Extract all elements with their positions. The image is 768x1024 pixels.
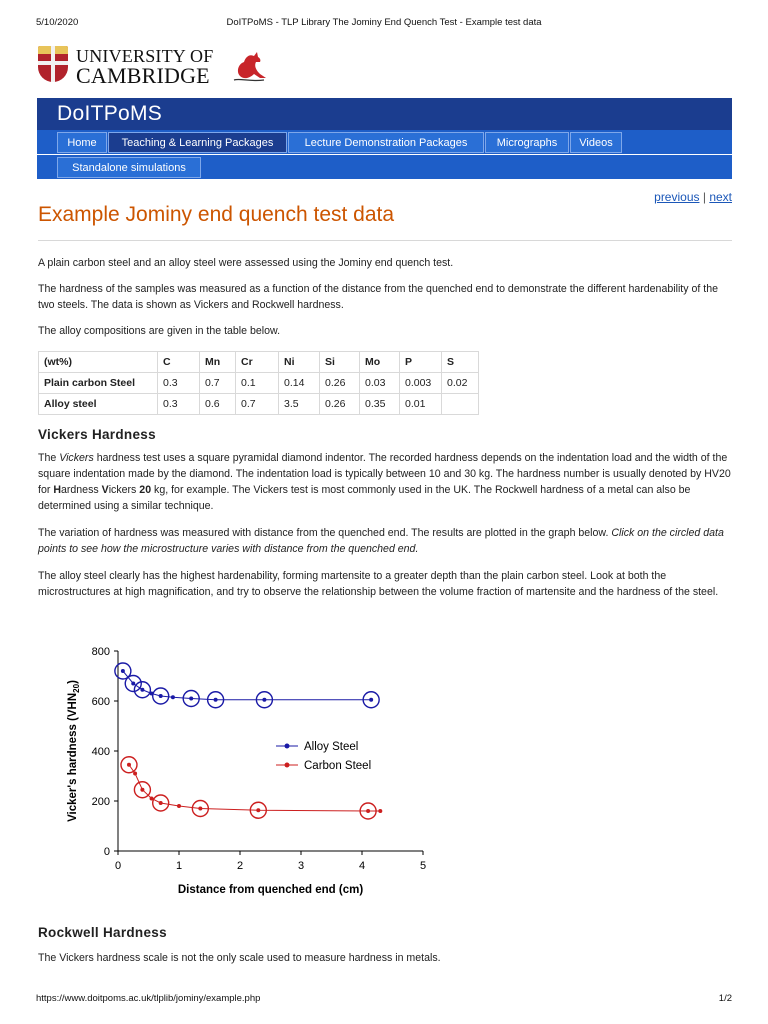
table-row — [39, 394, 479, 415]
hardness-chart — [60, 640, 460, 910]
nav-home[interactable]: Home — [57, 132, 107, 153]
legend-marker — [285, 763, 290, 768]
data-point — [131, 682, 135, 686]
x-axis-label: Distance from quenched end (cm) — [177, 884, 364, 896]
table-header-cell: Mo — [360, 352, 400, 373]
secondary-nav — [37, 155, 732, 179]
table-header-cell: Cr — [236, 352, 279, 373]
y-tick-label: 600 — [91, 696, 110, 708]
site-name[interactable]: DoITPoMS — [57, 102, 163, 125]
crest-icon — [38, 46, 68, 82]
vickers-paragraph-1: The Vickers hardness test uses a square pyramidal diamond indentor. The recorded hardness depends on the indentation load and the width of the square indentation made by the diamond. The indentation load is typically between 10 and 30 kg. The hardness number is usually denoted by HV20 for Hardness Vickers 20 kg, for example. The Vickers test is most commonly used in the UK. The Rockwell hardness of a metal can also be determined using a similar technique. — [38, 452, 731, 512]
main-nav — [37, 130, 732, 154]
table-cell: 0.02 — [442, 373, 479, 394]
table-header-row — [39, 352, 479, 373]
y-tick-label: 400 — [91, 746, 110, 758]
print-page-number: 1/2 — [718, 993, 732, 1004]
data-point — [159, 801, 163, 805]
data-point — [159, 694, 163, 698]
data-point — [369, 698, 373, 702]
print-url: https://www.doitpoms.ac.uk/tlplib/jominy/example.php — [36, 993, 261, 1004]
print-page-title: DoITPoMS - TLP Library The Jominy End Quench Test - Example test data — [226, 17, 542, 28]
table-cell: 0.7 — [236, 394, 279, 415]
y-tick-label: 800 — [91, 646, 110, 658]
y-tick-label: 0 — [103, 846, 110, 858]
table-cell: 0.3 — [158, 394, 200, 415]
pager — [654, 190, 732, 204]
vickers-heading: Vickers Hardness — [38, 427, 156, 442]
x-tick-label: 5 — [419, 860, 427, 872]
table-row — [39, 373, 479, 394]
y-axis-label: Vicker's hardness $(VHN_{20})$ — [67, 680, 81, 822]
data-point — [198, 807, 202, 811]
data-point — [177, 804, 181, 808]
previous-link[interactable]: previous — [654, 190, 700, 204]
nav-standalone-simulations[interactable]: Standalone simulations — [57, 157, 201, 178]
data-point — [171, 695, 175, 699]
table-header-cell: S — [442, 352, 479, 373]
rockwell-paragraph-1: The Vickers hardness scale is not the only scale used to measure hardness in metals. — [38, 952, 441, 964]
legend-label: Alloy Steel — [304, 741, 359, 753]
nav-micrographs[interactable]: Micrographs — [485, 132, 569, 153]
legend-marker — [285, 744, 290, 749]
site-header — [37, 98, 732, 130]
x-tick-label: 0 — [114, 860, 122, 872]
table-cell: Plain carbon Steel — [39, 373, 158, 394]
table-header-cell: (wt%) — [39, 352, 158, 373]
x-tick-label: 2 — [236, 860, 244, 872]
title-divider — [38, 240, 732, 241]
x-tick-label: 3 — [297, 860, 305, 872]
pager-separator: | — [702, 190, 706, 204]
intro-paragraph-1: A plain carbon steel and an alloy steel were assessed using the Jominy end quench test. — [38, 257, 454, 269]
university-name-line1: UNIVERSITY OF — [76, 46, 214, 66]
table-cell: 0.01 — [400, 394, 442, 415]
data-point — [127, 763, 131, 767]
table-cell: 0.6 — [200, 394, 236, 415]
data-point — [133, 772, 137, 776]
table-header-cell: P — [400, 352, 442, 373]
legend-label: Carbon Steel — [304, 760, 372, 772]
kangaroo-icon — [230, 48, 270, 84]
table-header-cell: C — [158, 352, 200, 373]
vickers-paragraph-2: The variation of hardness was measured with distance from the quenched end. The results are plotted in the graph below. Click on the circled data points to see how the microstructure varies with distance from the quenched end. — [38, 527, 724, 555]
rockwell-heading: Rockwell Hardness — [38, 925, 167, 940]
table-header-cell: Ni — [279, 352, 320, 373]
print-date: 5/10/2020 — [36, 17, 79, 28]
nav-videos[interactable]: Videos — [570, 132, 622, 153]
table-header-cell: Mn — [200, 352, 236, 373]
data-point — [121, 669, 125, 673]
table-cell: 0.003 — [400, 373, 442, 394]
vickers-paragraph-3: The alloy steel clearly has the highest hardenability, forming martensite to a greater depth than the plain carbon steel. Look at both the microstructures at high magnification, and try to observe the relationship between the volume fraction of martensite and the hardness of the steel. — [38, 570, 719, 598]
table-cell: 0.35 — [360, 394, 400, 415]
data-point — [140, 688, 144, 692]
table-cell: 0.3 — [158, 373, 200, 394]
table-cell: 0.1 — [236, 373, 279, 394]
x-tick-label: 1 — [175, 860, 183, 872]
y-tick-label: 200 — [91, 796, 110, 808]
intro-paragraph-2: The hardness of the samples was measured as a function of the distance from the quenched end to demonstrate the different hardenability of the two steels. The data is shown as Vickers and Rockwell hardness. — [38, 283, 718, 311]
table-cell: 3.5 — [279, 394, 320, 415]
data-point — [189, 697, 193, 701]
data-point — [214, 698, 218, 702]
data-point — [366, 809, 370, 813]
table-cell: 0.03 — [360, 373, 400, 394]
table-cell: 0.14 — [279, 373, 320, 394]
x-tick-label: 4 — [358, 860, 366, 872]
table-cell: 0.7 — [200, 373, 236, 394]
intro-paragraph-3: The alloy compositions are given in the table below. — [38, 325, 281, 337]
table-cell: 0.26 — [320, 394, 360, 415]
nav-teaching-learning-packages[interactable]: Teaching & Learning Packages — [108, 132, 287, 153]
composition-table — [38, 351, 479, 415]
data-point — [256, 808, 260, 812]
data-point — [262, 698, 266, 702]
table-cell: 0.26 — [320, 373, 360, 394]
next-link[interactable]: next — [709, 190, 732, 204]
data-point — [378, 809, 382, 813]
data-point — [140, 788, 144, 792]
table-cell: Alloy steel — [39, 394, 158, 415]
table-header-cell: Si — [320, 352, 360, 373]
university-name-line2: CAMBRIDGE — [76, 63, 210, 88]
table-cell — [442, 394, 479, 415]
nav-lecture-demonstration-packages[interactable]: Lecture Demonstration Packages — [288, 132, 484, 153]
page-title: Example Jominy end quench test data — [38, 203, 395, 226]
